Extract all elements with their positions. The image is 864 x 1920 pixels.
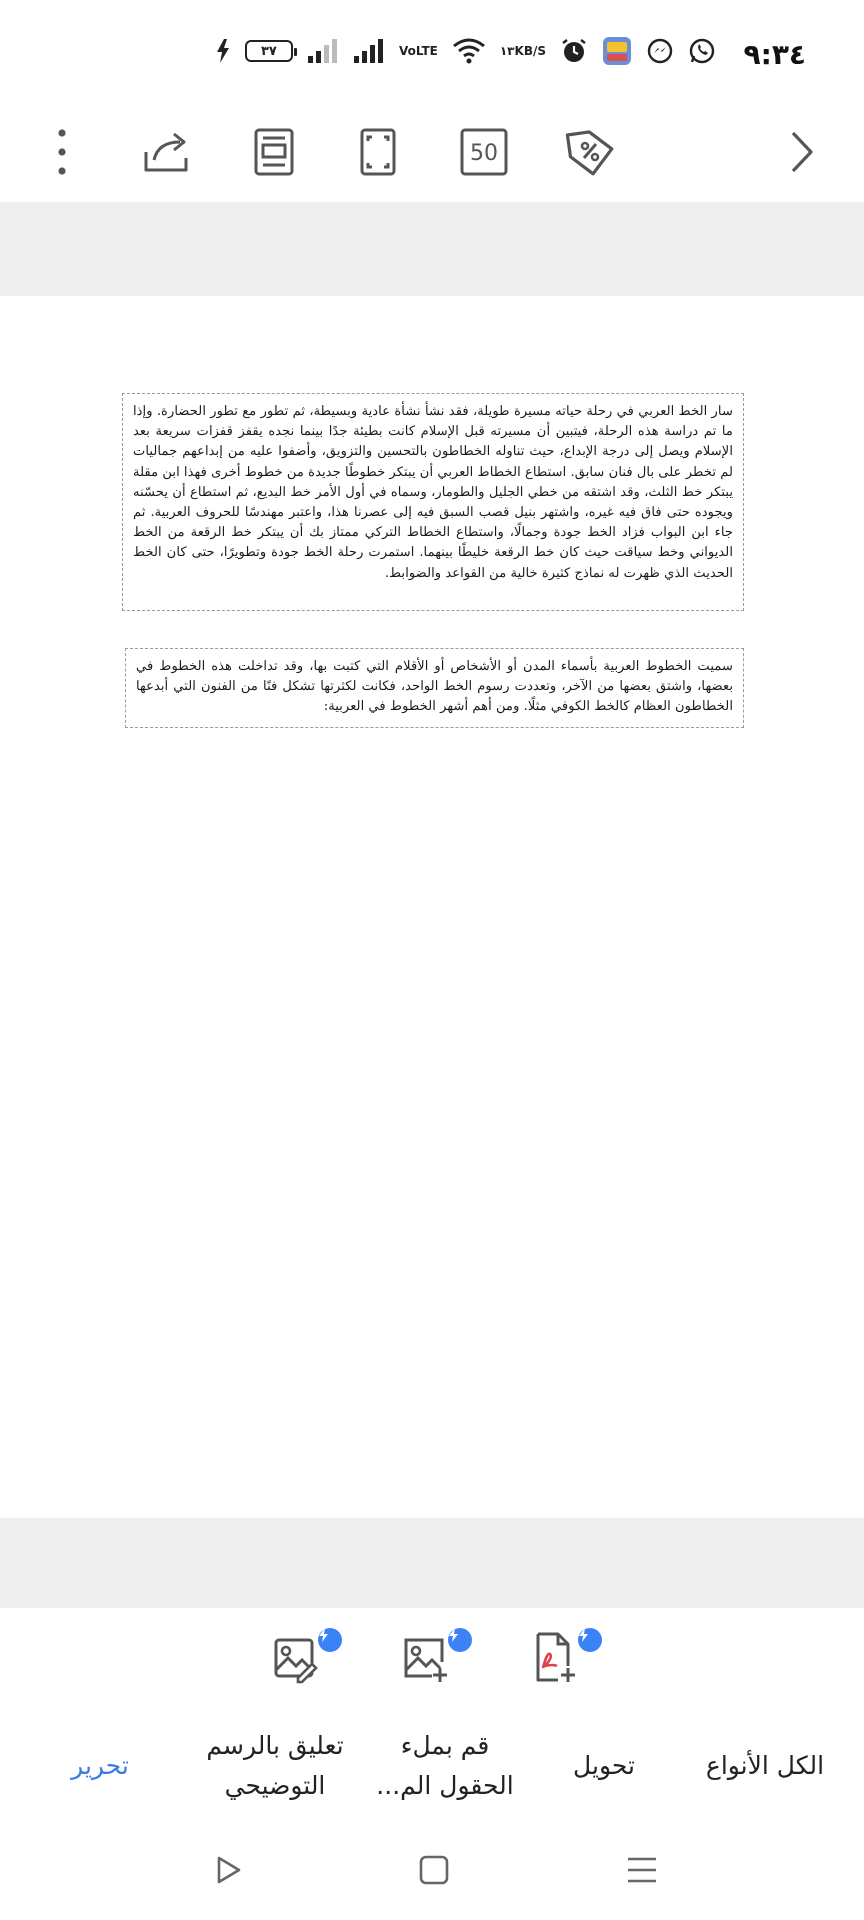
bottom-menu (0, 1712, 864, 1820)
back-triangle-icon (211, 1853, 245, 1887)
menu-comment-drawing[interactable] (190, 1712, 360, 1820)
home-button[interactable] (412, 1848, 456, 1892)
menu-convert-label: تحويل (573, 1751, 635, 1780)
wifi-icon (452, 37, 486, 65)
tag-percent-icon (564, 126, 616, 178)
page-gap-top (0, 202, 864, 296)
menu-edit-label: تحرير (71, 1751, 129, 1780)
menu-comment-label: تعليق بالرسم التوضيحي (206, 1731, 344, 1800)
chevron-right-icon (787, 127, 817, 177)
signal-2-icon (307, 38, 339, 64)
page-layout-button[interactable] (246, 124, 302, 180)
more-vertical-button[interactable] (34, 124, 90, 180)
premium-bolt-icon-3 (578, 1628, 602, 1652)
network-speed-unit: KB/S (514, 43, 546, 58)
zoom-50-icon (460, 128, 508, 176)
share-icon (142, 128, 194, 176)
insert-image-icon (398, 1630, 450, 1686)
premium-bolt-icon (318, 1628, 342, 1652)
pdf-sign-icon (528, 1630, 580, 1686)
quick-actions-bar (0, 1608, 864, 1713)
zoom-50-button[interactable] (456, 124, 512, 180)
menu-fill-forms-label: قم بملء الحقول الم... (376, 1731, 514, 1800)
battery-level: ٣٧ (261, 43, 277, 59)
fullscreen-icon (358, 127, 398, 177)
battery-icon (245, 40, 293, 62)
status-time: ٩:٣٤ (743, 38, 806, 71)
charging-icon (215, 38, 231, 64)
document-page[interactable] (0, 296, 864, 1518)
menu-all-types-label: الكل الأنواع (705, 1751, 825, 1780)
zoom-label: 50 (470, 141, 498, 166)
lte-bottom: LTE (415, 44, 438, 58)
home-square-icon (418, 1854, 450, 1886)
network-speed-value: ١٣ (499, 43, 515, 58)
premium-bolt-icon-2 (448, 1628, 472, 1652)
more-vertical-icon (52, 127, 72, 177)
menu-convert[interactable] (548, 1712, 660, 1820)
pdf-sign-button[interactable] (528, 1630, 588, 1690)
fullscreen-button[interactable] (350, 124, 406, 180)
next-button[interactable] (774, 124, 830, 180)
page-layout-icon (252, 127, 296, 177)
menu-fill-forms[interactable] (370, 1712, 520, 1820)
volte-icon (399, 45, 438, 57)
share-button[interactable] (140, 124, 196, 180)
game-app-icon (602, 36, 632, 66)
network-speed (500, 45, 546, 58)
edit-image-button[interactable] (268, 1630, 328, 1690)
whatsapp-icon (688, 37, 716, 65)
insert-image-button[interactable] (398, 1630, 458, 1690)
status-bar (0, 0, 864, 100)
menu-edit[interactable] (40, 1712, 160, 1820)
recents-button[interactable] (620, 1848, 664, 1892)
signal-icon (353, 38, 385, 64)
back-button[interactable] (206, 1848, 250, 1892)
menu-all-types[interactable] (690, 1712, 840, 1820)
page-gap-bottom (0, 1518, 864, 1608)
menu-icon (625, 1854, 659, 1886)
status-icons (215, 36, 716, 66)
alarm-icon (560, 37, 588, 65)
reader-toolbar (0, 100, 864, 202)
tag-percent-button[interactable] (562, 124, 618, 180)
system-nav-bar (0, 1820, 864, 1920)
messenger-icon (646, 37, 674, 65)
text-block-1[interactable]: سار الخط العربي في رحلة حياته مسيرة طويلة، فقد نشأ نشأة عادية وبسيطة، ثم تطور مع تطور الحضارة. وإذا ما تم دراسة هذه الرحلة، فيتبين أن مسيرته قبل الإسلام كانت بطيئة جدًا بينما نجده يقفز قفزات سريعة بعد الإسلام ويصل إلى درجة الإبداع، حيث تناوله الخطاطون بالتحسين والتزويق، وأضفوا عليه من إبداعهم جماليات لم تخطر على بال فنان سابق. استطاع الخطاط العربي أن يبتكر خطوطًا جديدة من خطوط أخرى فهذا ابن مقلة يبتكر خط الثلث، وقد اشتقه من خطي الجليل والطومار، وسماه في أول الأمر خط البديع، ثم استطاع أن يحسّنه ويجوده حتى فاق فيه غيره، واشتهر بنيل قصب السبق فيه إلى عصرنا هذا، واعتبر مهندسًا للحروف العربية. ثم جاء ابن البواب فزاد الخط جودة وجمالًا، واستطاع الخطاط التركي ممتاز بك أن يبتكر خط الرقعة من الخط الديواني وخط سياقت حيث كان خط الرقعة خليطًا بينهما. استمرت رحلة الخط جودة وتطويرًا، حتى كان الخط الحديث الذي ظهرت له نماذج كثيرة خالية من القواعد والضوابط. (122, 393, 744, 611)
lte-top: Vo (398, 44, 416, 58)
text-block-2[interactable]: سميت الخطوط العربية بأسماء المدن أو الأشخاص أو الأقلام التي كتبت بها، وقد تداخلت هذه الخطوط في بعضها، واشتق بعضها من الآخر، وتعددت رسوم الخط الواحد، فكانت لكثرتها تشكل فنًا من الفنون التي أبدعها الخطاطون العظام كالخط الكوفي مثلًا. ومن أهم أشهر الخطوط في العربية: (125, 648, 744, 728)
edit-image-icon (268, 1630, 320, 1686)
